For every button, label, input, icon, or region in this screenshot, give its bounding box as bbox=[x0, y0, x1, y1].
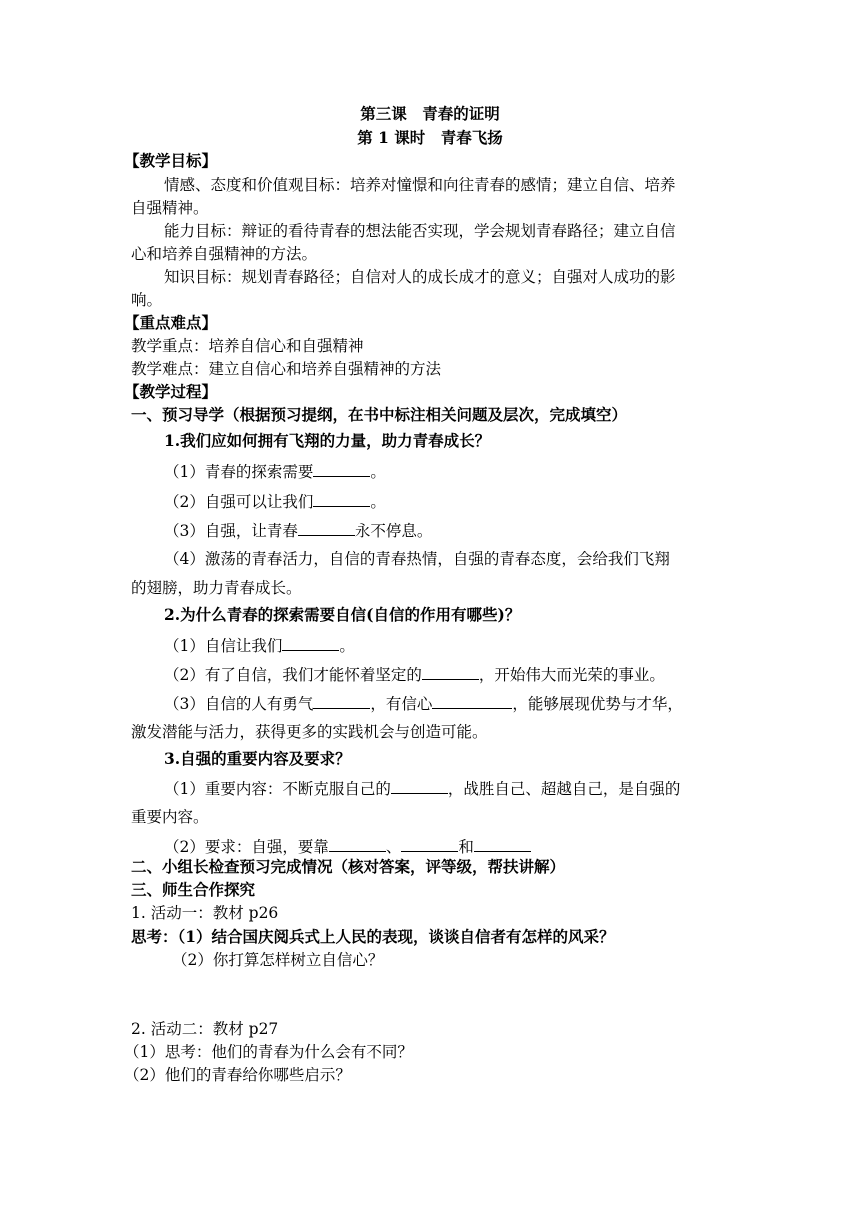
goal-emotion-line1: 情感、态度和价值观目标：培养对憧憬和向往青春的感情；建立自信、培养 bbox=[164, 176, 676, 194]
q3-answer-2-and: 和 bbox=[458, 838, 474, 856]
fill-blank[interactable] bbox=[329, 835, 386, 852]
q1-answer-4-line2: 的翅膀，助力青春成长。 bbox=[131, 579, 302, 597]
q2-answer-2 bbox=[164, 663, 665, 686]
q3-answer-1-line2: 重要内容。 bbox=[131, 808, 209, 826]
q3-title: 3.自强的重要内容及要求？ bbox=[164, 749, 351, 768]
fill-blank[interactable] bbox=[298, 519, 355, 536]
activity1-title: 1. 活动一：教材 p26 bbox=[131, 904, 279, 922]
q2-answer-2-text: （2）有了自信，我们才能怀着坚定的 bbox=[164, 666, 422, 684]
fill-blank[interactable] bbox=[391, 777, 448, 794]
q3-answer-2 bbox=[164, 835, 531, 858]
q2-answer-3-line1 bbox=[164, 692, 683, 715]
q2-answer-1 bbox=[164, 634, 355, 657]
q3-answer-1-line1 bbox=[164, 777, 680, 800]
activity1-think-2: （2）你打算怎样树立自信心？ bbox=[172, 951, 384, 969]
q1-answer-3-end: 永不停息。 bbox=[354, 522, 433, 540]
goal-knowledge-line1: 知识目标：规划青春路径；自信对人的成长成才的意义；自强对人成功的影 bbox=[164, 268, 676, 286]
q1-answer-1-end: 。 bbox=[370, 463, 386, 481]
q2-answer-3-line2: 激发潜能与活力，获得更多的实践机会与创造可能。 bbox=[131, 723, 488, 741]
q1-answer-1-text: （1）青春的探索需要 bbox=[164, 463, 314, 481]
activity2-question-1: （1）思考：他们的青春为什么会有不同？ bbox=[124, 1043, 413, 1061]
fill-blank[interactable] bbox=[282, 634, 339, 651]
q2-answer-1-text: （1）自信让我们 bbox=[164, 637, 283, 655]
activity1-think-1: 思考：（1）结合国庆阅兵式上人民的表现，谈谈自信者有怎样的风采？ bbox=[131, 927, 615, 946]
q1-answer-2 bbox=[164, 490, 386, 513]
q1-answer-4-line1: （4）激荡的青春活力，自信的青春热情，自强的青春态度，会给我们飞翔 bbox=[164, 550, 670, 568]
key-focus: 教学重点：培养自信心和自强精神 bbox=[131, 337, 364, 355]
q1-title: 1.我们应如何拥有飞翔的力量，助力青春成长？ bbox=[164, 431, 491, 450]
key-difficulty: 教学难点：建立自信心和培养自强精神的方法 bbox=[131, 360, 442, 378]
page-subtitle: 第 1 课时 青春飞扬 bbox=[357, 128, 503, 147]
section1-heading: 一、预习导学（根据预习提纲，在书中标注相关问题及层次，完成填空） bbox=[131, 405, 628, 424]
goals-heading: 【教学目标】 bbox=[124, 151, 218, 170]
fill-blank[interactable] bbox=[313, 692, 370, 709]
fill-blank[interactable] bbox=[432, 692, 512, 709]
goal-emotion-line2: 自强精神。 bbox=[131, 199, 209, 217]
q3-answer-1-text: （1）重要内容：不断克服自己的 bbox=[164, 780, 391, 798]
keypoints-heading: 【重点难点】 bbox=[124, 313, 218, 332]
section3-heading: 三、师生合作探究 bbox=[131, 880, 256, 899]
q1-answer-2-end: 。 bbox=[370, 493, 386, 511]
fill-blank[interactable] bbox=[401, 835, 458, 852]
activity2-question-2: （2）他们的青春给你哪些启示？ bbox=[124, 1066, 351, 1084]
page-title: 第三课 青春的证明 bbox=[360, 104, 500, 123]
fill-blank[interactable] bbox=[313, 490, 370, 507]
q1-answer-3-text: （3）自强，让青春 bbox=[164, 522, 298, 540]
activity2-title: 2. 活动二：教材 p27 bbox=[131, 1020, 279, 1038]
section2-heading: 二、小组长检查预习完成情况（核对答案，评等级，帮扶讲解） bbox=[131, 857, 566, 876]
q2-answer-3-mid: ，有信心 bbox=[370, 695, 433, 713]
q1-answer-1 bbox=[164, 460, 386, 483]
process-heading: 【教学过程】 bbox=[124, 382, 218, 401]
q3-answer-1-end: ，战胜自己、超越自己，是自强的 bbox=[447, 780, 681, 798]
q2-answer-3-text: （3）自信的人有勇气 bbox=[164, 695, 314, 713]
goal-ability-line2: 心和培养自强精神的方法。 bbox=[131, 245, 318, 263]
fill-blank[interactable] bbox=[474, 835, 531, 852]
q2-answer-3-end: ，能够展现优势与才华， bbox=[512, 695, 683, 713]
fill-blank[interactable] bbox=[422, 663, 479, 680]
goal-knowledge-line2: 响。 bbox=[131, 291, 163, 309]
q1-answer-3 bbox=[164, 519, 432, 542]
q2-title: 2.为什么青春的探索需要自信(自信的作用有哪些)？ bbox=[164, 605, 521, 624]
q2-answer-2-end: ，开始伟大而光荣的事业。 bbox=[478, 666, 665, 684]
q1-answer-2-text: （2）自强可以让我们 bbox=[164, 493, 314, 511]
goal-ability-line1: 能力目标：辩证的看待青春的想法能否实现，学会规划青春路径；建立自信 bbox=[164, 222, 676, 240]
fill-blank[interactable] bbox=[313, 460, 370, 477]
q3-answer-2-text: （2）要求：自强，要靠 bbox=[164, 838, 329, 856]
q3-answer-2-sep: 、 bbox=[385, 838, 402, 856]
q2-answer-1-end: 。 bbox=[339, 637, 355, 655]
